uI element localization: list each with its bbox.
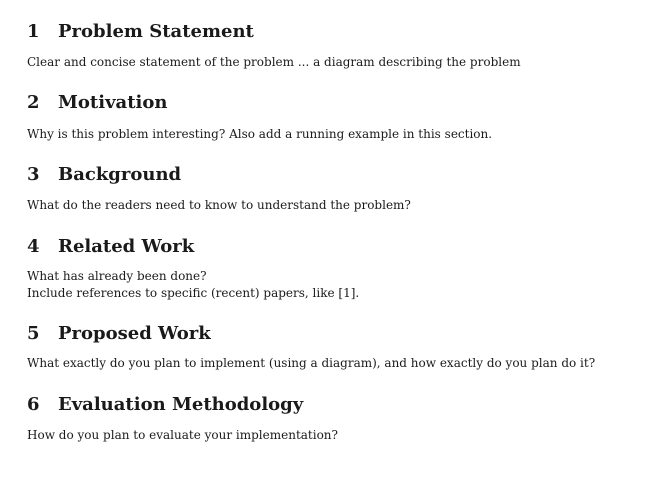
section-problem-statement (27, 21, 627, 71)
section-title: Proposed Work (58, 323, 211, 344)
section-title: Background (58, 164, 182, 185)
section-number: 6 (27, 394, 40, 415)
section-text: What do the readers need to know to understand the problem? (27, 198, 411, 212)
section-evaluation-methodology (27, 394, 627, 444)
section-title: Motivation (58, 92, 168, 113)
section-motivation (27, 92, 627, 143)
section-text: What has already been done? (27, 269, 207, 283)
section-heading (27, 164, 627, 186)
section-background (27, 164, 627, 214)
section-heading (27, 21, 627, 43)
section-related-work (27, 236, 627, 302)
section-text: What exactly do you plan to implement (using a diagram), and how exactly do you plan do it? (27, 356, 596, 370)
section-title: Problem Statement (58, 21, 254, 42)
section-text: Clear and concise statement of the problem ... a diagram describing the problem (27, 55, 521, 69)
section-heading (27, 394, 627, 416)
section-text: Include references to specific (recent) papers, like [1]. (27, 286, 360, 300)
section-number: 5 (27, 323, 40, 344)
section-number: 4 (27, 236, 40, 257)
section-proposed-work (27, 323, 627, 372)
section-number: 3 (27, 164, 40, 185)
section-title: Related Work (58, 236, 195, 257)
section-heading (27, 92, 627, 114)
section-number: 2 (27, 92, 40, 113)
section-text: How do you plan to evaluate your implementation? (27, 428, 338, 442)
section-number: 1 (27, 21, 40, 42)
section-title: Evaluation Methodology (58, 394, 304, 415)
section-text: Why is this problem interesting? Also add a running example in this section. (27, 127, 493, 141)
section-heading (27, 236, 627, 258)
section-heading (27, 323, 627, 345)
